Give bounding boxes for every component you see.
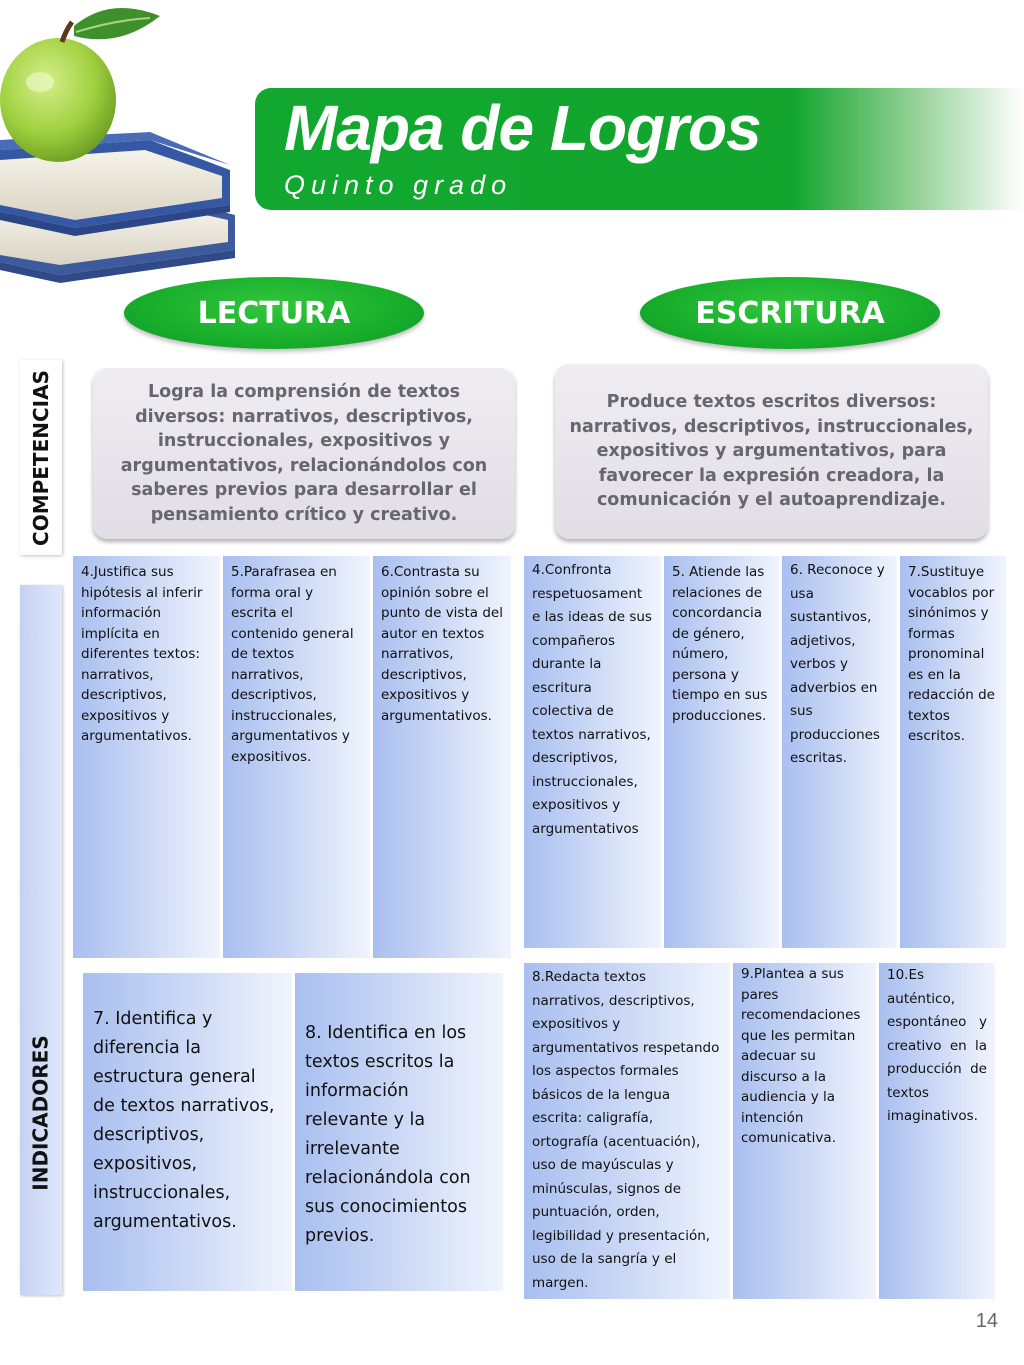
competencia-lectura: Logra la comprensión de textos diversos: narrativos, descriptivos, instruccionales, expositivos y argumentativos, relacionándolos con saberes previos para desarrollar el pensamiento crítico y creativo. bbox=[93, 368, 515, 539]
indicador-escritura-6: 6. Reconoce y usa sustantivos, adjetivos, verbos y adverbios en sus producciones escritas. bbox=[782, 556, 897, 948]
indicador-escritura-9: 9.Plantea a sus pares recomendaciones que les permitan adecuar su discurso a la audiencia y la intención comunicativa. bbox=[733, 963, 876, 1299]
indicador-lectura-5: 5.Parafrasea en forma oral y escrita el contenido general de textos narrativos, descriptivos, instruccionales, argumentativos y expositivos. bbox=[223, 556, 370, 958]
indicador-escritura-5: 5. Atiende las relaciones de concordancia de género, número, persona y tiempo en sus producciones. bbox=[664, 556, 779, 948]
page-title: Mapa de Logros bbox=[284, 92, 761, 164]
page-number: 14 bbox=[975, 1310, 998, 1332]
competencias-label-text: COMPETENCIAS bbox=[29, 369, 54, 546]
competencia-escritura: Produce textos escritos diversos: narrativos, descriptivos, instruccionales, expositivos y argumentativos, para favorecer la expresión creadora, la comunicación y el autoaprendizaje. bbox=[555, 364, 988, 539]
indicador-escritura-8: 8.Redacta textos narrativos, descriptivos, expositivos y argumentativos respetando los aspectos formales básicos de la lengua escrita: caligrafía, ortografía (acentuación), uso de mayúsculas y minúsculas, signos de puntuación, orden, legibilidad y presentación, uso de la sangría y el margen. bbox=[524, 963, 730, 1299]
apple-books-icon bbox=[0, 0, 250, 290]
indicador-escritura-7: 7.Sustituye vocablos por sinónimos y formas pronominal es en la redacción de textos escritos. bbox=[900, 556, 1006, 948]
section-lectura-label: LECTURA bbox=[124, 277, 424, 349]
indicador-lectura-8: 8. Identifica en los textos escritos la información relevante y la irrelevante relacionándola con sus conocimientos previos. bbox=[295, 973, 503, 1291]
indicador-lectura-6: 6.Contrasta su opinión sobre el punto de vista del autor en textos narrativos, descriptivos, expositivos y argumentativos. bbox=[373, 556, 511, 958]
section-escritura-label: ESCRITURA bbox=[640, 277, 940, 349]
indicador-escritura-4: 4.Confronta respetuosament e las ideas de sus compañeros durante la escritura colectiva de textos narrativos, descriptivos, instruccionales, expositivos y argumentativos bbox=[524, 556, 661, 948]
competencias-side-label bbox=[20, 360, 62, 555]
indicador-escritura-10: 10.Es auténtico, espontáneo y creativo en la producción de textos imaginativos. bbox=[879, 963, 995, 1299]
indicador-lectura-4: 4.Justifica sus hipótesis al inferir información implícita en diferentes textos: narrativos, descriptivos, expositivos y argumentativos. bbox=[73, 556, 220, 958]
indicadores-label-text: INDICADORES bbox=[29, 1034, 54, 1191]
page-subtitle: Quinto grado bbox=[284, 170, 513, 200]
indicadores-side-label bbox=[20, 585, 62, 1295]
indicador-lectura-7: 7. Identifica y diferencia la estructura general de textos narrativos, descriptivos, expositivos, instruccionales, argumentativos. bbox=[83, 973, 292, 1291]
